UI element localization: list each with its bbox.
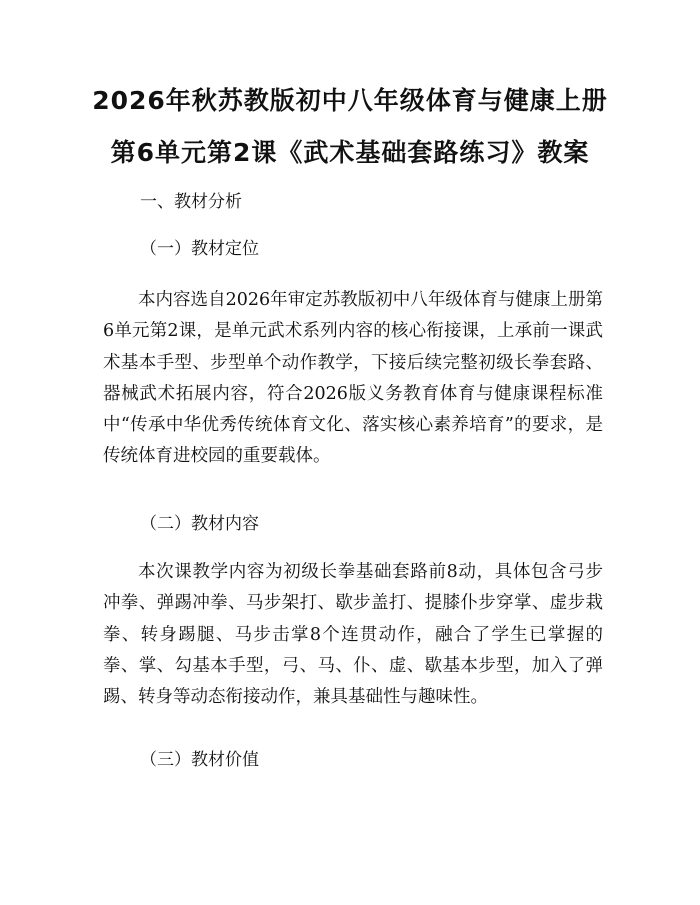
- document-title-line-2: 第6单元第2课《武术基础套路练习》教案: [110, 138, 590, 167]
- document-title-line-1: 2026年秋苏教版初中八年级体育与健康上册: [92, 86, 608, 115]
- paragraph-textbook-positioning: 本内容选自2026年审定苏教版初中八年级体育与健康上册第6单元第2课，是单元武术系列内容的核心衔接课，上承前一课武术基本手型、步型单个动作教学，下接后续完整初级长拳套路、器械武术拓展内容，符合2026版义务教育体育与健康课程标准中“传承中华优秀传统体育文化、落实核心素养培育”的要求，是传统体育进校园的重要载体。: [103, 290, 603, 467]
- subsection-heading-content: （二）教材内容: [140, 514, 259, 534]
- section-heading-textbook-analysis: 一、教材分析: [140, 192, 242, 212]
- subsection-heading-value: （三）教材价值: [140, 750, 259, 770]
- paragraph-textbook-content: 本次课教学内容为初级长拳基础套路前8动，具体包含弓步冲拳、弹踢冲拳、马步架打、歇步盖打、提膝仆步穿掌、虚步栽拳、转身踢腿、马步击掌8个连贯动作，融合了学生已掌握的拳、掌、勾基本手型，弓、马、仆、虚、歇基本步型，加入了弹踢、转身等动态衔接动作，兼具基础性与趣味性。: [103, 562, 603, 708]
- subsection-heading-positioning: （一）教材定位: [140, 239, 259, 259]
